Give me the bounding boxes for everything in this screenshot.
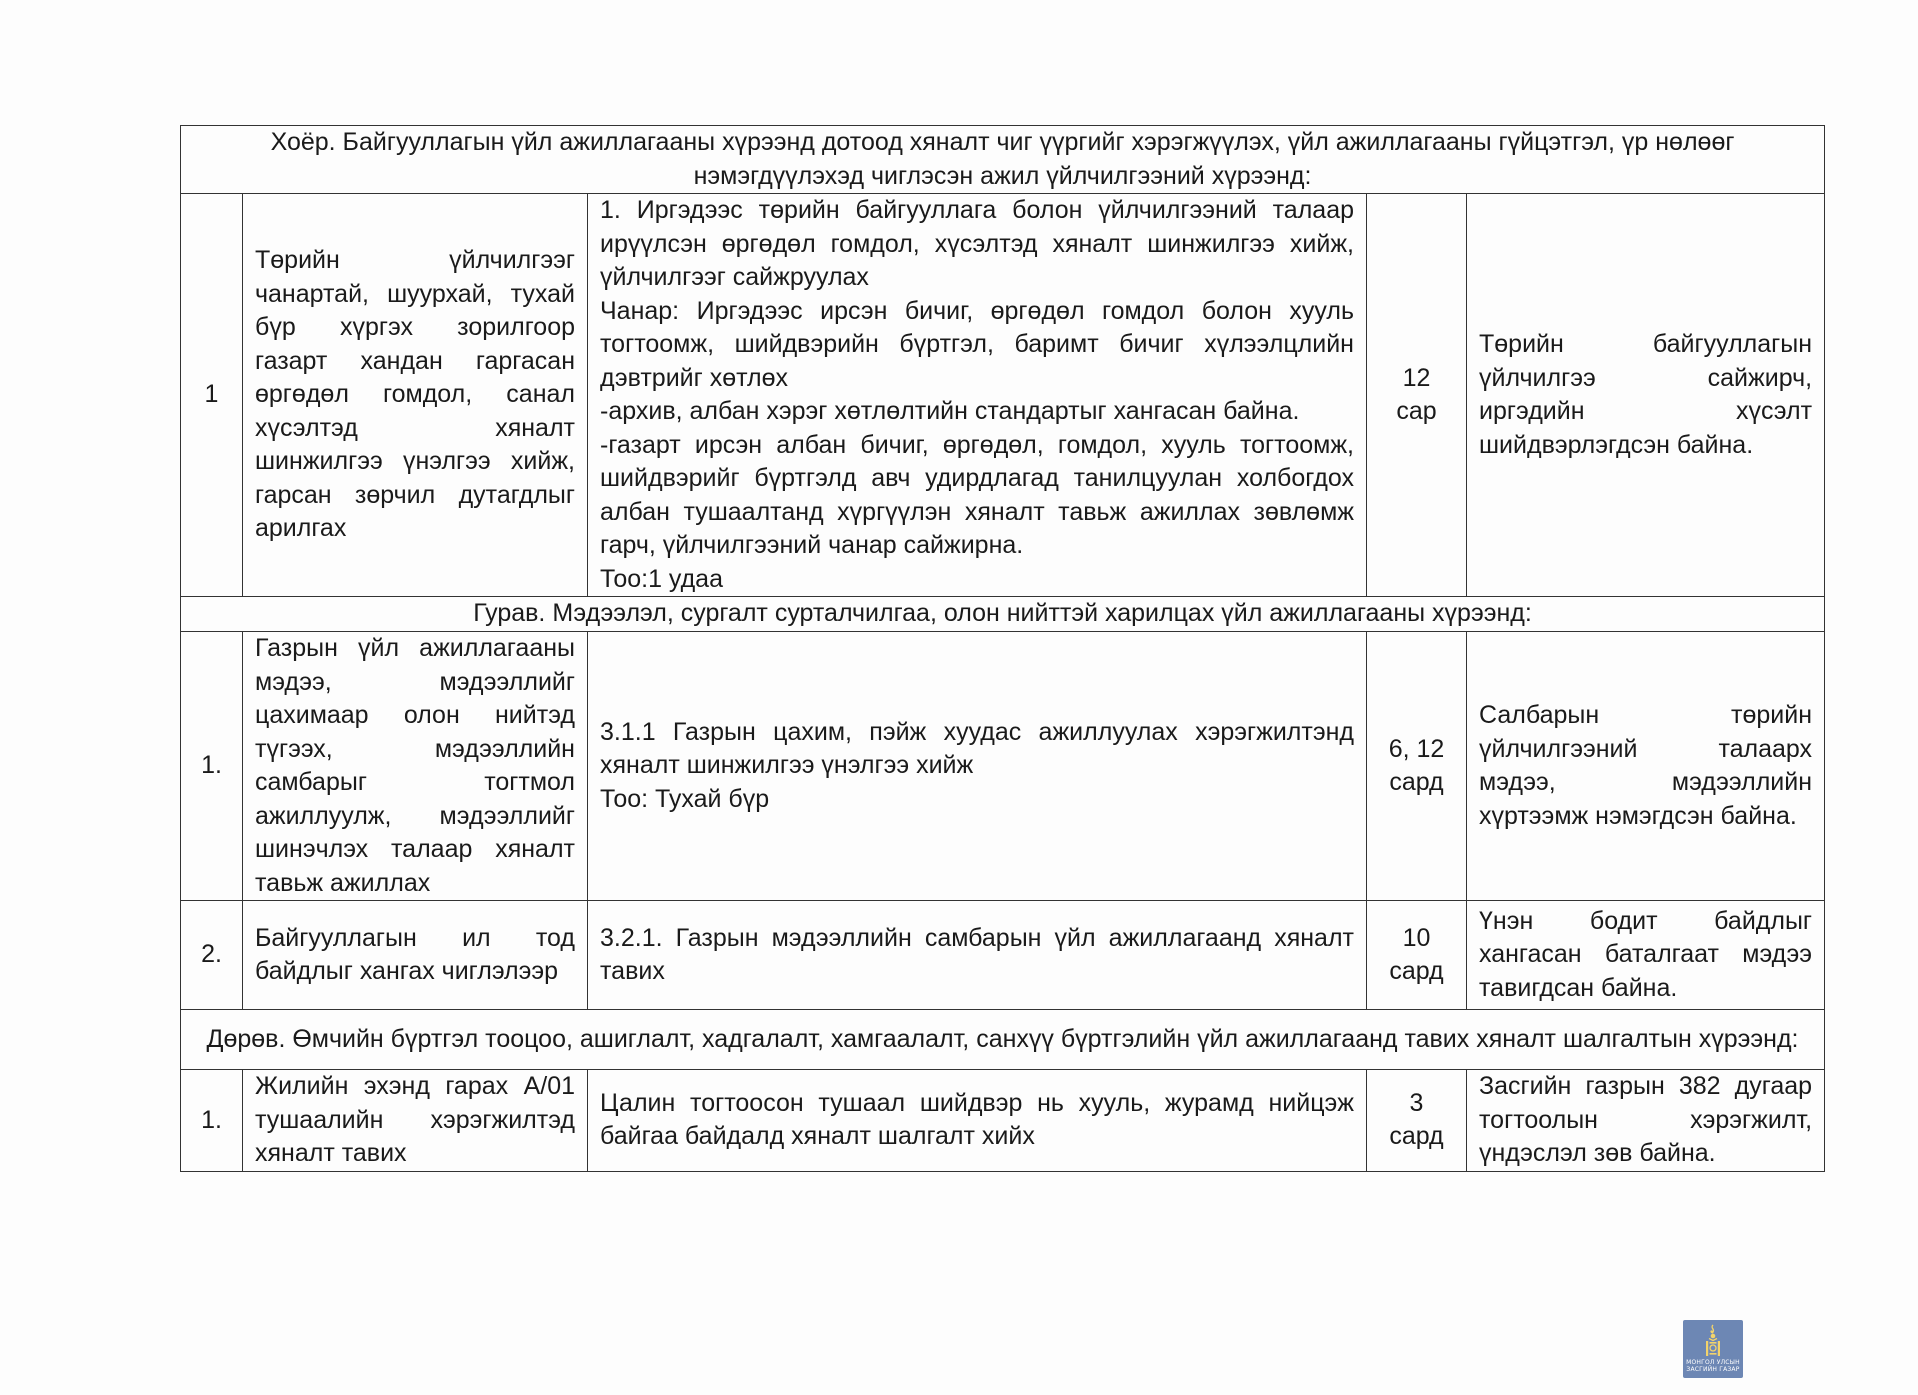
table-row	[181, 901, 1825, 1010]
row-objective: Байгууллагын ил тод байдлыг хангах чиглэлээр	[243, 901, 588, 1010]
table-row	[181, 194, 1825, 597]
row-timeframe	[1367, 632, 1467, 901]
activity-line: Цалин тогтоосон тушаал шийдвэр нь хууль, журамд нийцэж байгаа байдалд хяналт шалгалт хийх	[600, 1088, 1354, 1151]
plan-table	[180, 125, 1825, 1172]
soyombo-emblem-icon	[1702, 1324, 1724, 1358]
emblem-caption-line: МОНГОЛ УЛСЫН	[1686, 1359, 1740, 1366]
activity-line: Тоо: Тухай бүр	[600, 784, 770, 813]
row-activity	[588, 901, 1367, 1010]
timeframe-unit: сард	[1389, 1122, 1444, 1151]
row-result: Үнэн бодит байдлыг хангасан баталгаат мэдээ тавигдсан байна.	[1467, 901, 1825, 1010]
row-result: Төрийн байгууллагын үйлчилгээ сайжирч, иргэдийн хүсэлт шийдвэрлэгдсэн байна.	[1467, 194, 1825, 597]
activity-line: 3.1.1 Газрын цахим, пэйж хуудас ажиллуулах хэрэгжилтэнд хяналт шинжилгээ үнэлгээ хийж	[600, 717, 1354, 780]
activity-line: 1. Иргэдээс төрийн байгууллага болон үйлчилгээний талаар ирүүлсэн өргөдөл гомдол, хүсэлтэд хяналт шинжилгээ хийж, үйлчилгээг сайжруулах	[600, 196, 1354, 291]
timeframe-unit: сар	[1396, 397, 1437, 425]
activity-line: Чанар: Иргэдээс ирсэн бичиг, өргөдөл гомдол болон хууль тогтоомж, шийдвэрийн бүртгэл, баримт бичиг хүлээлцлийн дэвтрийг хөтлөх	[600, 296, 1354, 392]
timeframe-value: 10	[1402, 923, 1431, 952]
activity-line: Тоо:1 удаа	[600, 564, 723, 593]
section-heading-row	[181, 1010, 1825, 1070]
row-result: Салбарын төрийн үйлчилгээний талаарх мэдээ, мэдээллийн хүртээмж нэмэгдсэн байна.	[1467, 632, 1825, 901]
section-heading-row	[181, 597, 1825, 632]
government-emblem	[1683, 1320, 1743, 1378]
row-objective: Жилийн эхэнд гарах А/01 тушаалийн хэрэгжилтэд хяналт тавих	[243, 1070, 588, 1172]
row-result: Засгийн газрын 382 дугаар тогтоолын хэрэгжилт, үндэслэл зөв байна.	[1467, 1070, 1825, 1172]
activity-line: -архив, албан хэрэг хөтлөлтийн стандартыг хангасан байна.	[600, 397, 1300, 425]
row-activity	[588, 194, 1367, 597]
row-number: 1	[181, 194, 243, 597]
row-timeframe	[1367, 194, 1467, 597]
section-heading: Гурав. Мэдээлэл, сургалт сурталчилгаа, олон нийттэй харилцах үйл ажиллагааны хүрээнд:	[181, 597, 1825, 632]
section-heading: Хоёр. Байгууллагын үйл ажиллагааны хүрээнд дотоод хяналт чиг үүргийг хэрэгжүүлэх, үйл ажиллагааны гүйцэтгэл, үр нөлөөг нэмэгдүүлэхэд чиглэсэн ажил үйлчилгээний хүрээнд:	[181, 126, 1825, 194]
table-row	[181, 632, 1825, 901]
timeframe-value: 3	[1409, 1088, 1424, 1117]
emblem-caption	[1686, 1359, 1740, 1373]
activity-line: 3.2.1. Газрын мэдээллийн самбарын үйл ажиллагаанд хяналт тавих	[600, 923, 1354, 985]
section-heading-row	[181, 126, 1825, 194]
row-number: 2.	[181, 901, 243, 1010]
timeframe-value: 12	[1402, 363, 1431, 392]
timeframe-value: 6, 12	[1388, 734, 1445, 763]
row-timeframe	[1367, 901, 1467, 1010]
row-number: 1.	[181, 1070, 243, 1172]
timeframe-unit: сард	[1389, 768, 1444, 796]
row-activity	[588, 632, 1367, 901]
activity-line: -газарт ирсэн албан бичиг, өргөдөл, гомдол, хууль тогтоомж, шийдвэрийг бүртгэлд авч удирдлагад танилцуулан холбогдох албан тушаалтанд хүргүүлэн хяналт тавьж ажиллах зөвлөмж гарч, үйлчилгээний чанар сайжирна.	[600, 430, 1354, 559]
timeframe-unit: сард	[1389, 957, 1444, 985]
row-number: 1.	[181, 632, 243, 901]
emblem-caption-line: ЗАСГИЙН ГАЗАР	[1686, 1366, 1740, 1373]
row-objective: Газрын үйл ажиллагааны мэдээ, мэдээллийг цахимаар олон нийтэд түгээх, мэдээллийн самбарыг тогтмол ажиллуулж, мэдээллийг шинэчлэх талаар хяналт тавьж ажиллах	[243, 632, 588, 901]
table-row	[181, 1070, 1825, 1172]
row-timeframe	[1367, 1070, 1467, 1172]
section-heading: Дөрөв. Өмчийн бүртгэл тооцоо, ашиглалт, хадгалалт, хамгаалалт, санхүү бүртгэлийн үйл ажиллагаанд тавих хяналт шалгалтын хүрээнд:	[181, 1010, 1825, 1070]
row-activity	[588, 1070, 1367, 1172]
row-objective: Төрийн үйлчилгээг чанартай, шуурхай, тухай бүр хүргэх зорилгоор газарт хандан гаргасан өргөдөл гомдол, санал хүсэлтэд хяналт шинжилгээ үнэлгээ хийж, гарсан зөрчил дутагдлыг арилгах	[243, 194, 588, 597]
